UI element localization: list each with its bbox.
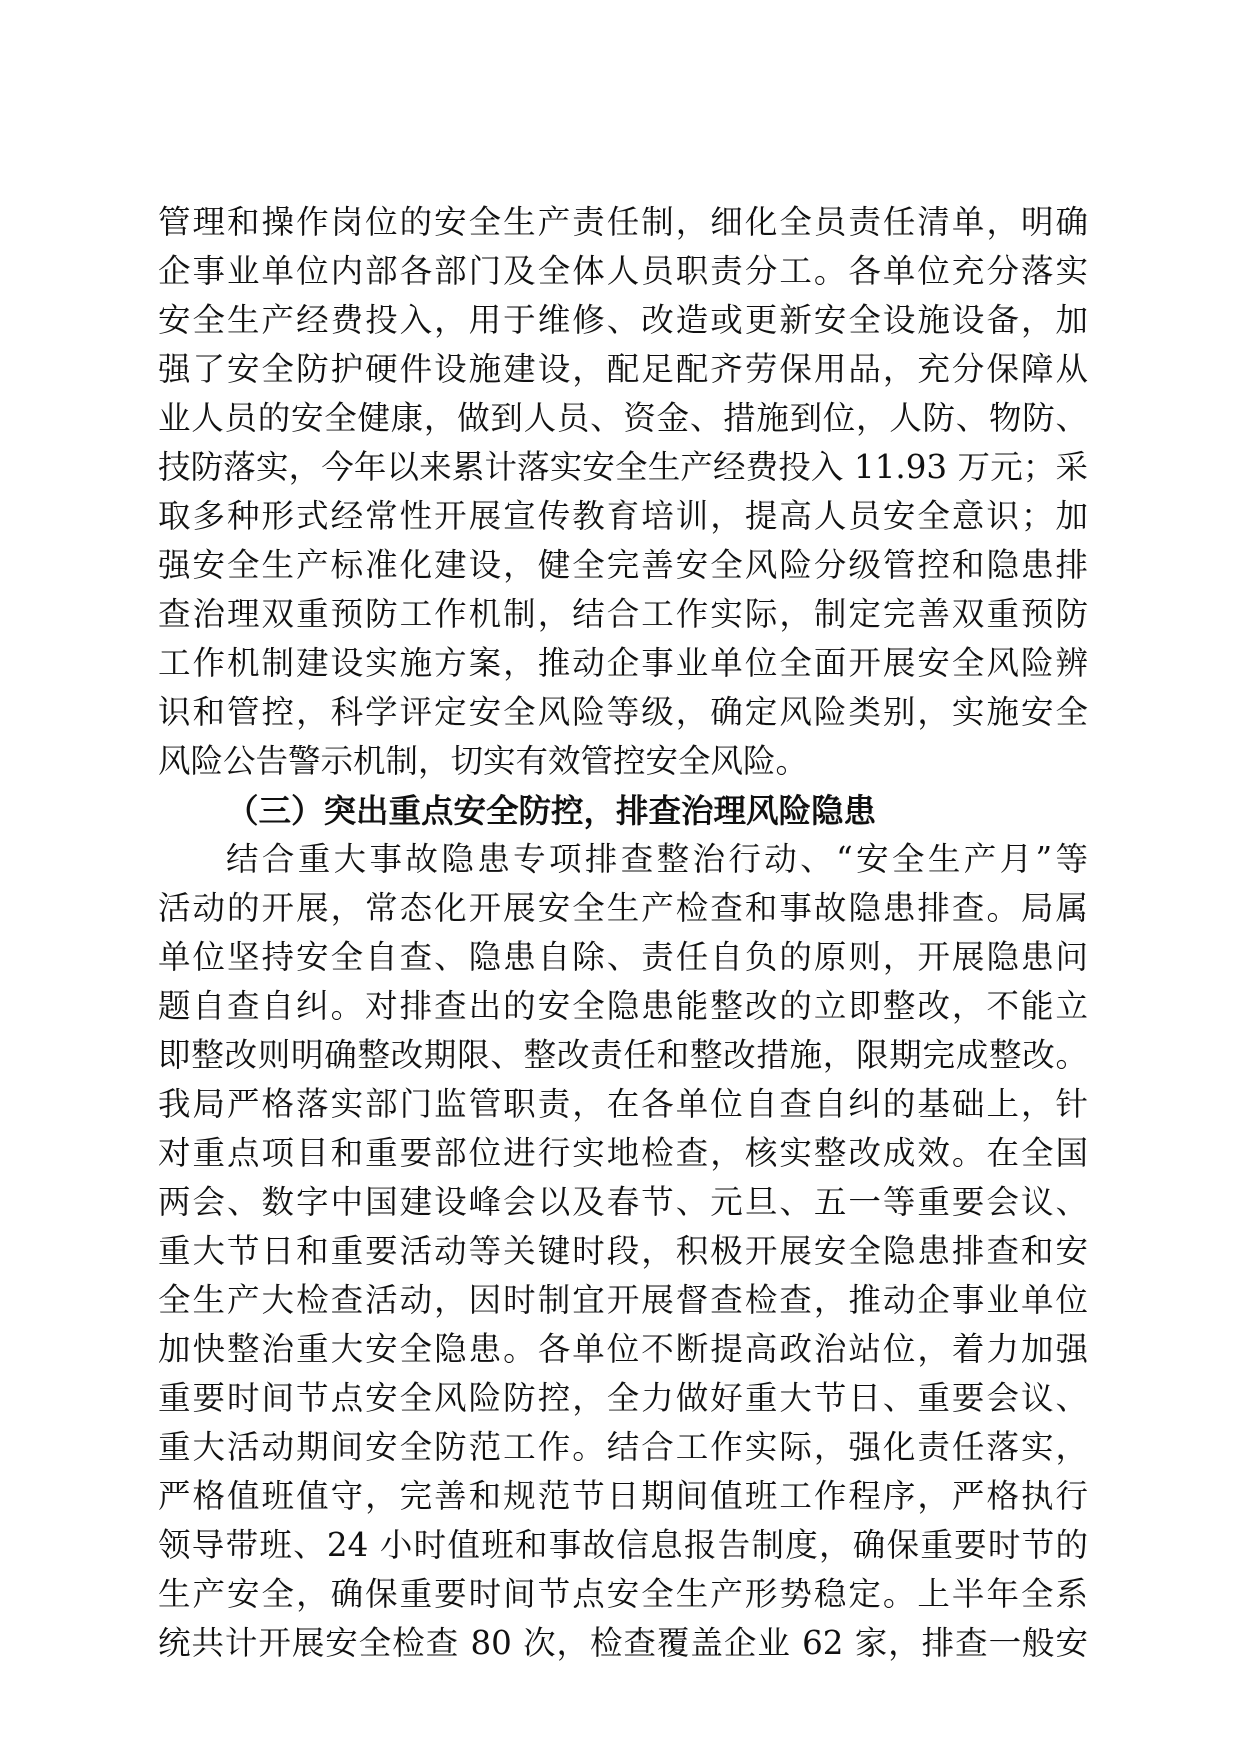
paragraph-line: 重要时间节点安全风险防控，全力做好重大节日、重要会议、: [158, 1379, 1088, 1417]
paragraph-line: 强了安全防护硬件设施建设，配足配齐劳保用品，充分保障从: [158, 350, 1088, 388]
paragraph-line: 生产安全，确保重要时间节点安全生产形势稳定。上半年全系: [158, 1575, 1088, 1613]
paragraph-line: 我局严格落实部门监管职责，在各单位自查自纠的基础上，针: [158, 1085, 1088, 1123]
paragraph-line: 技防落实，今年以来累计落实安全生产经费投入 11.93 万元；采: [158, 448, 1088, 486]
paragraph-line: 全生产大检查活动，因时制宜开展督查检查，推动企事业单位: [158, 1281, 1088, 1319]
paragraph-line: 管理和操作岗位的安全生产责任制，细化全员责任清单，明确: [158, 203, 1088, 241]
paragraph-line: 单位坚持安全自查、隐患自除、责任自负的原则，开展隐患问: [158, 938, 1088, 976]
paragraph-line: 领导带班、24 小时值班和事故信息报告制度，确保重要时节的: [158, 1526, 1088, 1564]
paragraph-line: 题自查自纠。对排查出的安全隐患能整改的立即整改，不能立: [158, 987, 1088, 1025]
paragraph-line: 业人员的安全健康，做到人员、资金、措施到位，人防、物防、: [158, 399, 1088, 437]
paragraph-line: 企事业单位内部各部门及全体人员职责分工。各单位充分落实: [158, 252, 1088, 290]
paragraph-line: 工作机制建设实施方案，推动企事业单位全面开展安全风险辨: [158, 644, 1088, 682]
paragraph-line: 重大节日和重要活动等关键时段，积极开展安全隐患排查和安: [158, 1232, 1088, 1270]
paragraph-line: 对重点项目和重要部位进行实地检查，核实整改成效。在全国: [158, 1134, 1088, 1172]
paragraph-line: 统共计开展安全检查 80 次，检查覆盖企业 62 家，排查一般安: [158, 1624, 1088, 1662]
paragraph-line: 两会、数字中国建设峰会以及春节、元旦、五一等重要会议、: [158, 1183, 1088, 1221]
paragraph-line: 强安全生产标准化建设，健全完善安全风险分级管控和隐患排: [158, 546, 1088, 584]
paragraph-line: 结合重大事故隐患专项排查整治行动、“安全生产月”等: [226, 840, 1088, 878]
paragraph-line: 安全生产经费投入，用于维修、改造或更新安全设施设备，加: [158, 301, 1088, 339]
paragraph-line: 取多种形式经常性开展宣传教育培训，提高人员安全意识；加: [158, 497, 1088, 535]
paragraph-line: 风险公告警示机制，切实有效管控安全风险。: [158, 742, 809, 780]
section-heading: （三）突出重点安全防控，排查治理风险隐患: [226, 791, 877, 830]
paragraph-line: 即整改则明确整改期限、整改责任和整改措施，限期完成整改。: [158, 1036, 1088, 1074]
paragraph-line: 加快整治重大安全隐患。各单位不断提高政治站位，着力加强: [158, 1330, 1088, 1368]
paragraph-line: 重大活动期间安全防范工作。结合工作实际，强化责任落实，: [158, 1428, 1088, 1466]
paragraph-line: 严格值班值守，完善和规范节日期间值班工作程序，严格执行: [158, 1477, 1088, 1515]
paragraph-line: 查治理双重预防工作机制，结合工作实际，制定完善双重预防: [158, 595, 1088, 633]
paragraph-line: 活动的开展，常态化开展安全生产检查和事故隐患排查。局属: [158, 889, 1088, 927]
paragraph-line: 识和管控，科学评定安全风险等级，确定风险类别，实施安全: [158, 693, 1088, 731]
